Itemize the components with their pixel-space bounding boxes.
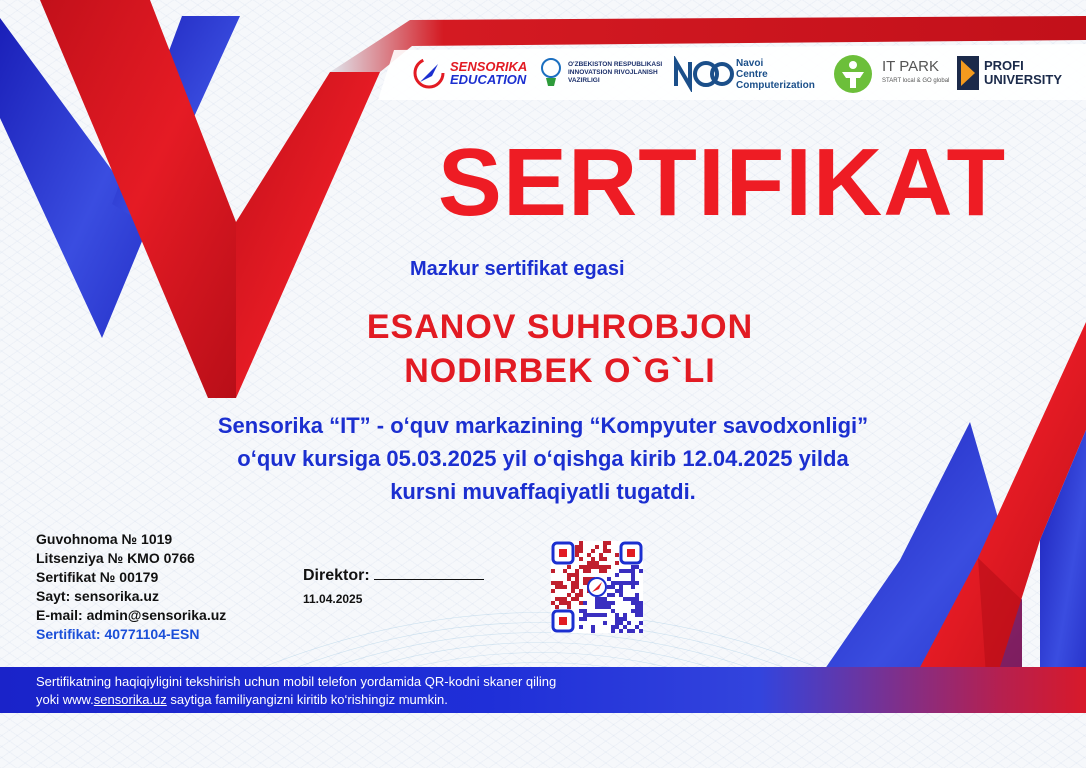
qr-module — [579, 601, 583, 605]
body-text-line1: Sensorika “IT” - o‘quv markazining “Kompyuter savodxonligi” — [217, 413, 869, 438]
qr-module — [567, 573, 571, 577]
qr-module — [559, 601, 563, 605]
qr-module — [583, 613, 587, 617]
qr-module — [587, 553, 591, 557]
qr-module — [627, 581, 631, 585]
qr-module — [615, 589, 619, 593]
qr-module — [591, 629, 595, 633]
navoi-logo-line2: Centre — [736, 68, 768, 80]
qr-module — [567, 593, 571, 597]
innovation-logo-line3: VAZIRLIGI — [568, 77, 600, 84]
qr-module — [639, 629, 643, 633]
qr-module — [563, 601, 567, 605]
qr-module — [587, 565, 591, 569]
qr-module — [635, 609, 639, 613]
qr-module — [631, 585, 635, 589]
footer-line2-suffix: saytiga familiyangizni kiritib ko‘rishingiz mumkin. — [166, 692, 448, 707]
red-stripe-diagonal — [236, 72, 380, 398]
qr-module — [595, 605, 599, 609]
qr-module — [631, 609, 635, 613]
qr-module — [575, 585, 579, 589]
qr-module — [575, 569, 579, 573]
sensorika-logo-line2: EDUCATION — [450, 72, 527, 87]
qr-module — [595, 613, 599, 617]
qr-module — [567, 605, 571, 609]
qr-module — [607, 585, 611, 589]
qr-module — [595, 565, 599, 569]
qr-module — [603, 545, 607, 549]
sertifikat-number: Sertifikat № 00179 — [36, 569, 159, 585]
certificate-title: SERTIFIKAT — [437, 129, 1007, 236]
guvohnoma-number: Guvohnoma № 1019 — [36, 531, 173, 547]
qr-module — [615, 581, 619, 585]
qr-module — [583, 617, 587, 621]
qr-module — [635, 565, 639, 569]
qr-module — [615, 553, 619, 557]
qr-module — [591, 625, 595, 629]
qr-module — [599, 565, 603, 569]
qr-module — [631, 573, 635, 577]
it-park-name: IT PARK — [882, 58, 939, 75]
qr-module — [575, 545, 579, 549]
qr-code[interactable] — [551, 541, 643, 633]
qr-module — [559, 581, 563, 585]
qr-module — [563, 585, 567, 589]
qr-module — [559, 597, 563, 601]
qr-module — [615, 617, 619, 621]
qr-module — [611, 629, 615, 633]
qr-module — [583, 577, 587, 581]
qr-module — [603, 597, 607, 601]
qr-module — [615, 621, 619, 625]
qr-module — [591, 557, 595, 561]
qr-module — [611, 609, 615, 613]
qr-module — [631, 565, 635, 569]
qr-module — [599, 557, 603, 561]
qr-module — [599, 553, 603, 557]
qr-module — [551, 589, 555, 593]
profi-mark-icon — [957, 56, 979, 90]
qr-module — [579, 557, 583, 561]
navoi-logo-line3: Computerization — [736, 79, 815, 91]
qr-module — [623, 613, 627, 617]
qr-module — [635, 601, 639, 605]
sensorika-logo-line1: SENSORIKA — [450, 59, 528, 74]
qr-module — [575, 581, 579, 585]
qr-module — [603, 601, 607, 605]
body-text-line3: kursni muvaffaqiyatli tugatdi. — [390, 479, 696, 504]
qr-module — [591, 565, 595, 569]
issue-date: 11.04.2025 — [303, 592, 363, 606]
director-signature — [303, 565, 484, 585]
qr-module — [639, 621, 643, 625]
innovation-ministry-logo — [538, 56, 662, 90]
qr-module — [579, 589, 583, 593]
qr-module — [611, 601, 615, 605]
qr-module — [603, 569, 607, 573]
qr-module — [551, 601, 555, 605]
qr-module — [623, 625, 627, 629]
qr-module — [595, 561, 599, 565]
footer-line2-prefix: yoki www. — [36, 692, 94, 707]
qr-module — [619, 621, 623, 625]
qr-module — [567, 565, 571, 569]
qr-module — [599, 597, 603, 601]
qr-module — [627, 629, 631, 633]
qr-module — [623, 597, 627, 601]
qr-module — [591, 613, 595, 617]
qr-module — [639, 613, 643, 617]
navoi-centre-logo — [672, 56, 815, 92]
body-text-line2: o‘quv kursiga 05.03.2025 yil o‘qishga kirib 12.04.2025 yilda — [237, 446, 849, 471]
qr-module — [595, 545, 599, 549]
qr-module — [587, 613, 591, 617]
qr-module — [631, 581, 635, 585]
qr-module — [595, 601, 599, 605]
qr-module — [635, 625, 639, 629]
qr-module — [579, 593, 583, 597]
qr-module — [579, 625, 583, 629]
profi-logo-line1: PROFI — [984, 58, 1024, 73]
innovation-logo-line1: O'ZBEKISTON RESPUBLIKASI — [568, 61, 663, 68]
qr-module — [579, 541, 583, 545]
qr-module — [639, 601, 643, 605]
qr-module — [619, 617, 623, 621]
qr-module — [583, 581, 587, 585]
qr-module — [583, 569, 587, 573]
qr-module — [603, 549, 607, 553]
innovation-logo-line2: INNOVATSION RIVOJLANISH — [568, 69, 658, 76]
qr-module — [555, 605, 559, 609]
footer-website-link[interactable]: sensorika.uz — [93, 692, 167, 707]
sertifikat-id: Sertifikat: 40771104-ESN — [36, 626, 200, 642]
it-park-tagline: START local & GO global — [882, 78, 950, 84]
qr-module — [623, 569, 627, 573]
qr-module — [631, 569, 635, 573]
qr-module — [615, 561, 619, 565]
qr-module — [575, 597, 579, 601]
qr-module — [579, 545, 583, 549]
lightbulb-icon — [538, 56, 564, 90]
qr-module — [619, 585, 623, 589]
qr-module — [587, 561, 591, 565]
director-label: Direktor: — [303, 567, 370, 584]
qr-module — [575, 549, 579, 553]
qr-module — [611, 585, 615, 589]
profi-university-logo — [957, 56, 1062, 90]
qr-module — [627, 597, 631, 601]
qr-module — [563, 569, 567, 573]
qr-module — [631, 629, 635, 633]
qr-module — [591, 549, 595, 553]
litsenziya-number: Litsenziya № KMO 0766 — [36, 550, 195, 566]
qr-module — [619, 629, 623, 633]
qr-module — [615, 613, 619, 617]
certificate-subtitle: Mazkur sertifikat egasi — [410, 258, 625, 280]
qr-module — [635, 613, 639, 617]
qr-module — [603, 621, 607, 625]
qr-module — [579, 609, 583, 613]
qr-module — [607, 577, 611, 581]
qr-module — [579, 565, 583, 569]
qr-module — [559, 585, 563, 589]
qr-module — [619, 569, 623, 573]
qr-module — [639, 569, 643, 573]
qr-module — [575, 573, 579, 577]
qr-module — [619, 581, 623, 585]
qr-module — [579, 617, 583, 621]
qr-module — [599, 569, 603, 573]
footer-banner — [0, 667, 1086, 713]
qr-module — [603, 565, 607, 569]
qr-module — [607, 565, 611, 569]
qr-module — [631, 577, 635, 581]
sensorika-logo — [412, 56, 527, 90]
qr-module — [603, 541, 607, 545]
sensorika-mark-icon — [412, 56, 446, 90]
qr-module — [627, 569, 631, 573]
qr-module — [607, 593, 611, 597]
qr-module — [575, 553, 579, 557]
footer-text-line2 — [36, 692, 448, 707]
qr-module — [635, 605, 639, 609]
qr-module — [619, 589, 623, 593]
qr-module — [571, 597, 575, 601]
qr-module — [591, 561, 595, 565]
qr-module — [615, 625, 619, 629]
qr-module — [583, 609, 587, 613]
ncc-mark-icon — [672, 56, 734, 92]
email-info: E-mail: admin@sensorika.uz — [36, 607, 227, 623]
qr-module — [567, 601, 571, 605]
qr-module — [555, 585, 559, 589]
qr-module — [607, 601, 611, 605]
qr-module — [571, 589, 575, 593]
qr-module — [607, 549, 611, 553]
qr-module — [587, 569, 591, 573]
qr-module — [595, 597, 599, 601]
qr-module — [575, 577, 579, 581]
qr-module — [611, 625, 615, 629]
signature-line — [374, 565, 484, 580]
qr-module — [635, 593, 639, 597]
qr-module — [635, 597, 639, 601]
qr-module — [607, 541, 611, 545]
profi-logo-line2: UNIVERSITY — [984, 72, 1063, 87]
qr-module — [603, 557, 607, 561]
qr-module — [571, 581, 575, 585]
qr-module — [563, 597, 567, 601]
qr-module — [603, 605, 607, 609]
qr-module — [631, 601, 635, 605]
qr-module — [635, 581, 639, 585]
qr-module — [599, 605, 603, 609]
qr-module — [619, 593, 623, 597]
qr-module — [603, 613, 607, 617]
qr-module — [571, 573, 575, 577]
qr-module — [623, 617, 627, 621]
qr-module — [627, 621, 631, 625]
qr-module — [639, 605, 643, 609]
qr-module — [583, 601, 587, 605]
qr-module — [611, 593, 615, 597]
qr-module — [599, 613, 603, 617]
navoi-logo-line1: Navoi — [736, 57, 764, 69]
qr-module — [575, 593, 579, 597]
holder-name-line2: NODIRBEK O`G`LI — [404, 352, 716, 390]
qr-module — [555, 597, 559, 601]
qr-module — [611, 581, 615, 585]
qr-module — [555, 581, 559, 585]
qr-module — [579, 549, 583, 553]
it-park-mark-icon — [832, 54, 874, 94]
qr-module — [615, 573, 619, 577]
qr-module — [551, 581, 555, 585]
qr-module — [599, 601, 603, 605]
holder-name-line1: ESANOV SUHROBJON — [366, 308, 754, 346]
qr-module — [631, 597, 635, 601]
qr-module — [567, 577, 571, 581]
qr-module — [583, 565, 587, 569]
it-park-logo — [832, 54, 949, 94]
qr-module — [639, 609, 643, 613]
website-info: Sayt: sensorika.uz — [36, 588, 159, 604]
qr-module — [607, 605, 611, 609]
qr-module — [571, 585, 575, 589]
footer-text-line1: Sertifikatning haqiqiyligini tekshirish uchun mobil telefon yordamida QR-kodni skaner qiling — [36, 674, 557, 689]
qr-module — [551, 569, 555, 573]
qr-module — [623, 581, 627, 585]
